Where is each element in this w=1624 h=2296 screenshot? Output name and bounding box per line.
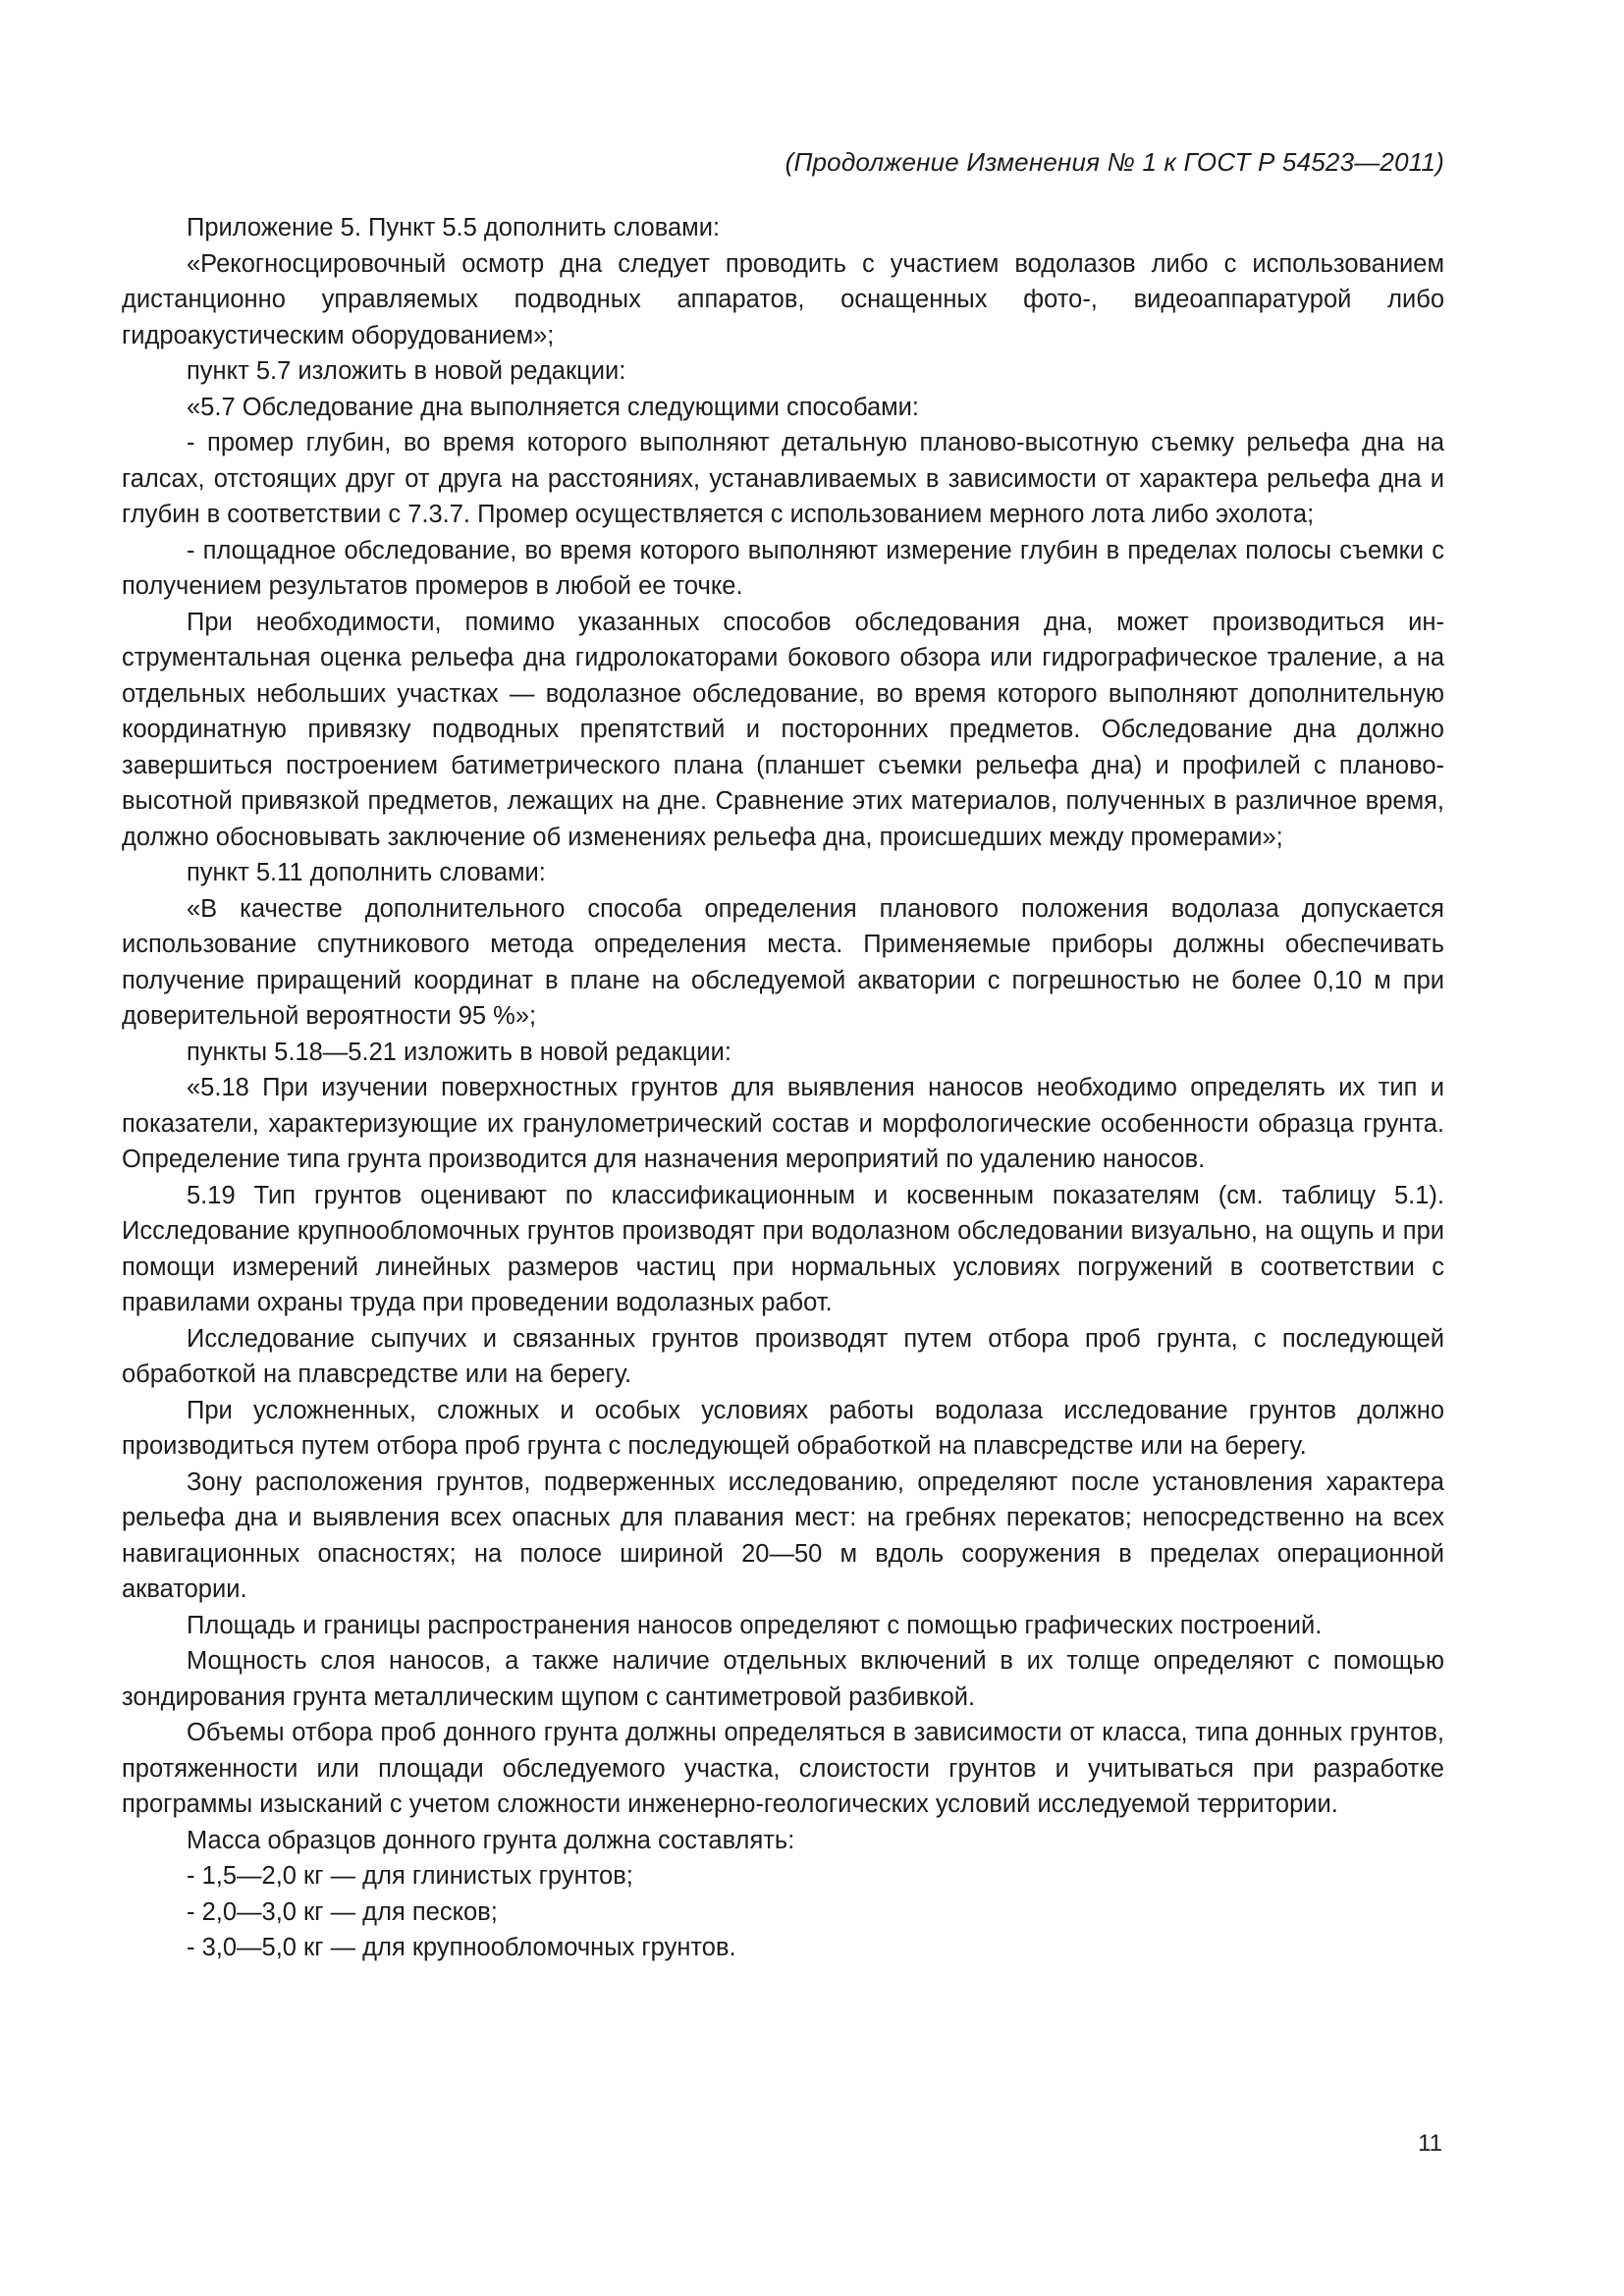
paragraph: Площадь и границы распространения наносов определяют с помощью графических построений. [187, 1611, 1323, 1639]
paragraph: Зону расположения грунтов, подверженных исследованию, определяют после установления характера рельефа дна и выявления всех опасных для плавания мест: на гребнях перекатов; непосредственно на всех навигационных опасностях; на полосе шириной 20—50 м вдоль сооружения в пределах операционной акватории. [122, 1468, 1444, 1603]
list-item: - 2,0—3,0 кг — для песков; [187, 1897, 498, 1926]
paragraph: пункт 5.7 изложить в новой редакции: [187, 357, 626, 385]
paragraph: Приложение 5. Пункт 5.5 дополнить словами: [187, 214, 721, 241]
paragraph: Объемы отбора проб донного грунта должны определяться в зависимости от класса, типа донных грунтов, протяженности или площади обследуемого участка, слоистости грунтов и учитываться при разработке программы изысканий с учетом сложности инженерно-геологических условий исследуемой территории. [122, 1719, 1444, 1818]
paragraph: - промер глубин, во время которого выполняют детальную планово-высотную съемку рельефа дна на галсах, отстоящих друг от друга на расстояниях, устанавливаемых в зависимости от характера рельефа дна и глубин в соответствии с 7.3.7. Промер осуществляется с использованием мерного лота либо эхолота; [122, 429, 1444, 528]
paragraph: Исследование сыпучих и связанных грунтов производят путем отбора проб грунта, с последующей обработкой на плавсредстве или на берегу. [122, 1324, 1444, 1388]
paragraph: Масса образцов донного грунта должна составлять: [187, 1826, 795, 1854]
page-number: 11 [1418, 2130, 1442, 2157]
paragraph: «В качестве дополнительного способа определения планового положения водолаза допускается использование спутникового метода определения места. Применяемые приборы должны обеспечивать получение приращений координат в плане на обследуемой акватории с погрешностью не более 0,10 м при доверительной вероятности 95 %»; [122, 894, 1444, 1030]
body-text [122, 210, 1444, 1966]
paragraph: пункт 5.11 дополнить словами: [187, 859, 546, 886]
paragraph: «5.18 При изучении поверхностных грунтов для выявления наносов необходимо определять их тип и показатели, характеризующие их гранулометрический состав и морфологические особенности образца грунта. Определение типа грунта производится для назначения мероприятий по удалению наносов. [122, 1074, 1444, 1173]
running-header: (Продолжение Изменения № 1 к ГОСТ Р 54523—2011) [785, 147, 1444, 177]
paragraph: При необходимости, помимо указанных способов обследования дна, может производиться инструментальная оценка рельефа дна гидролокаторами бокового обзора или гидрографическое траление, а на отдельных небольших участках — водолазное обследование, во время которого выполняют дополнительную координатную привязку подводных препятствий и посторонних предметов. Обследование дна должно завершиться построением батиметрического плана (планшет съемки рельефа дна) и профилей с планово-высотной привязкой предметов, лежащих на дне. Сравнение этих материалов, полученных в различное время, должно обосновывать заключение об изменениях рельефа дна, происшедших между промерами»; [122, 608, 1444, 851]
paragraph: При усложненных, сложных и особых условиях работы водолаза исследование грунтов должно производиться путем отбора проб грунта с последующей обработкой на плавсредстве или на берегу. [122, 1396, 1444, 1460]
paragraph: Мощность слоя наносов, а также наличие отдельных включений в их толще определяют с помощью зондирования грунта металлическим щупом с сантиметровой разбивкой. [122, 1647, 1444, 1711]
paragraph: «5.7 Обследование дна выполняется следующими способами: [187, 393, 919, 421]
paragraph: - площадное обследование, во время которого выполняют измерение глубин в пределах полосы съемки с получением результатов промеров в любой ее точке. [122, 536, 1444, 600]
paragraph: пункты 5.18—5.21 изложить в новой редакции: [187, 1038, 731, 1066]
paragraph: 5.19 Тип грунтов оценивают по классификационным и косвенным показателям (см. таблицу 5.1). Исследование крупнообломочных грунтов производят при водолазном обследовании визуально, на ощупь и при помощи измерений линейных размеров частиц при нормальных условиях погружений в соответствии с правилами охраны труда при проведении водолазных работ. [122, 1181, 1444, 1316]
paragraph: «Рекогносцировочный осмотр дна следует проводить с участием водолазов либо с использованием дистанционно управляемых подводных аппаратов, оснащенных фото-, видеоаппаратурой либо гидроакустическим оборудованием»; [122, 249, 1444, 349]
list-item: - 3,0—5,0 кг — для крупнообломочных грунтов. [187, 1934, 736, 1961]
list-item: - 1,5—2,0 кг — для глинистых грунтов; [187, 1862, 633, 1890]
